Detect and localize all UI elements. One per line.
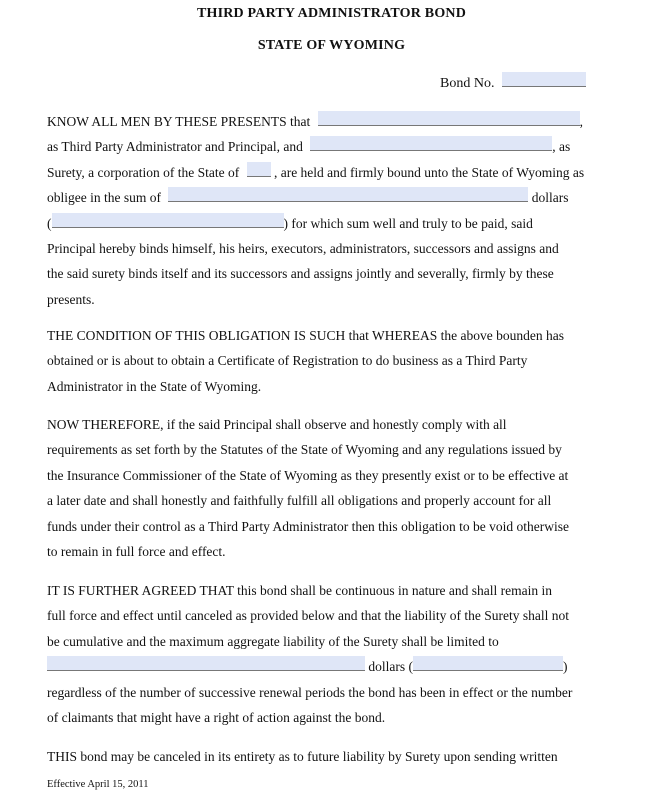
text-segment: dollars ( xyxy=(368,659,413,675)
paragraph-further-agreed xyxy=(47,578,607,730)
text-line: THE CONDITION OF THIS OBLIGATION IS SUCH that WHEREAS the above bounden has xyxy=(47,328,564,343)
text-line: regardless of the number of successive renewal periods the bond has been in effect or the number xyxy=(47,684,573,700)
paragraph-now-therefore xyxy=(47,412,607,564)
text-line: the Insurance Commissioner of the State of Wyoming as they presently exist or to be effective at xyxy=(47,467,569,483)
text-line: obtained or is about to obtain a Certificate of Registration to do business as a Third Party xyxy=(47,353,528,369)
document-subtitle: STATE OF WYOMING xyxy=(257,38,406,53)
text-segment: , xyxy=(579,114,584,129)
text-line: THIS bond may be canceled in its entirety as to future liability by Surety upon sending written xyxy=(47,749,558,764)
text-segment: as Third Party Administrator and Principal, and xyxy=(47,139,303,155)
principal-name-field[interactable] xyxy=(318,111,580,126)
effective-date-footer: Effective April 15, 2011 xyxy=(47,779,149,790)
surety-state-field[interactable] xyxy=(247,162,271,177)
text-line: Administrator in the State of Wyoming. xyxy=(47,378,262,394)
bond-number-label: Bond No. xyxy=(440,76,495,91)
bond-sum-words-field[interactable] xyxy=(168,187,528,202)
text-line: of claimants that might have a right of action against the bond. xyxy=(47,709,386,725)
text-segment: ) xyxy=(563,659,568,675)
text-line xyxy=(47,185,607,210)
text-segment: , as xyxy=(552,139,571,155)
text-segment: ) for which sum well and truly to be paid, said xyxy=(283,215,533,231)
text-line xyxy=(47,160,607,185)
liability-words-field[interactable] xyxy=(47,656,365,671)
paragraph-condition xyxy=(47,323,607,399)
text-line xyxy=(47,109,607,134)
text-segment: Surety, a corporation of the State of xyxy=(47,164,240,180)
surety-name-field[interactable] xyxy=(310,136,552,151)
bond-number-row xyxy=(440,72,586,92)
bond-number-field[interactable] xyxy=(502,72,586,87)
paragraph-cancellation xyxy=(47,744,607,769)
text-line: IT IS FURTHER AGREED THAT this bond shall be continuous in nature and shall remain in xyxy=(47,583,553,598)
text-line: the said surety binds itself and its successors and assigns jointly and severally, firmly by these xyxy=(47,266,554,282)
paragraph-know-all-men xyxy=(47,109,607,312)
text-line: NOW THEREFORE, if the said Principal shall observe and honestly comply with all xyxy=(47,417,507,432)
text-segment: ( xyxy=(47,215,52,231)
document-title: THIRD PARTY ADMINISTRATOR BOND xyxy=(196,6,467,21)
text-line: presents. xyxy=(47,291,95,307)
text-line: funds under their control as a Third Party Administrator then this obligation to be void otherwise xyxy=(47,518,570,534)
text-line: Principal hereby binds himself, his heirs, executors, administrators, successors and assigns and xyxy=(47,240,559,256)
text-line xyxy=(47,211,607,236)
text-line xyxy=(47,654,607,679)
text-line: a later date and shall honestly and faithfully fulfill all obligations and properly account for all xyxy=(47,493,552,509)
text-segment: KNOW ALL MEN BY THESE PRESENTS that xyxy=(47,114,311,129)
text-line xyxy=(47,134,607,159)
text-line: to remain in full force and effect. xyxy=(47,543,226,559)
text-line: requirements as set forth by the Statutes of the State of Wyoming and any regulations issued by xyxy=(47,442,562,458)
liability-numeric-field[interactable] xyxy=(413,656,563,671)
text-line: be cumulative and the maximum aggregate liability of the Surety shall be limited to xyxy=(47,633,499,649)
text-segment: , are held and firmly bound unto the State of Wyoming as xyxy=(273,164,585,180)
text-segment: obligee in the sum of xyxy=(47,190,161,206)
bond-sum-numeric-field[interactable] xyxy=(52,213,284,228)
text-segment: dollars xyxy=(531,190,569,206)
text-line: full force and effect until canceled as provided below and that the liability of the Surety shall not xyxy=(47,608,569,624)
